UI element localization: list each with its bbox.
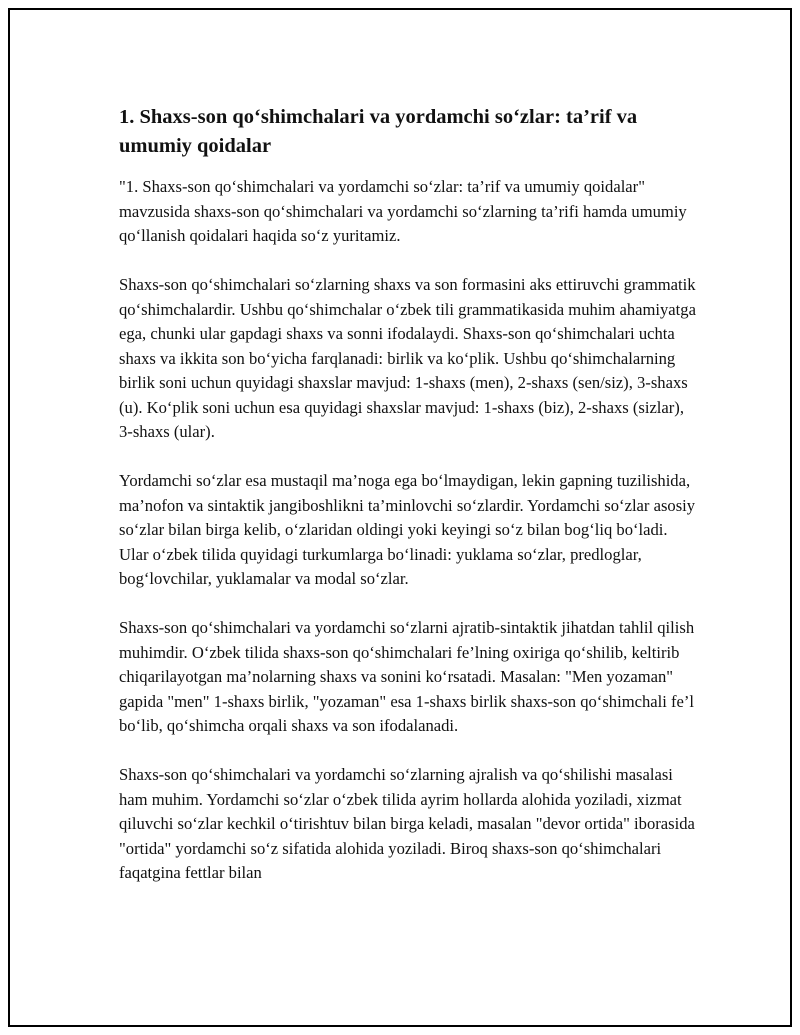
paragraph-intro: "1. Shaxs-son qo‘shimchalari va yordamchi so‘zlar: ta’rif va umumiy qoidalar" mavzusida shaxs-son qo‘shimchalari va yordamchi so‘zlarning ta’rifi hamda umumiy qo‘llanish qoidalari haqida so‘z yuritamiz. (119, 177, 687, 245)
paragraph-person-number-suffixes: Shaxs-son qo‘shimchalari so‘zlarning shaxs va son formasini aks ettiruvchi grammatik qo‘shimchalardir. Ushbu qo‘shimchalar o‘zbek tili grammatikasida muhim ahamiyatga ega, chunki ular gapdagi shaxs va sonni ifodalaydi. Shaxs-son qo‘shimchalari uchta shaxs va ikkita son bo‘yicha farqlanadi: birlik va ko‘plik. Ushbu qo‘shimchalarning birlik soni uchun quyidagi shaxslar mavjud: 1-shaxs (men), 2-shaxs (sen/siz), 3-shaxs (u). Ko‘plik soni uchun esa quyidagi shaxslar mavjud: 1-shaxs (biz), 2-shaxs (sizlar), 3-shaxs (ular). (119, 275, 696, 441)
paragraph-syntactic-analysis: Shaxs-son qo‘shimchalari va yordamchi so‘zlarni ajratib-sintaktik jihatdan tahlil qilish muhimdir. O‘zbek tilida shaxs-son qo‘shimchalari fe’lning oxiriga qo‘shilib, keltirib chiqarilayotgan ma’nolarning shaxs va sonini ko‘rsatadi. Masalan: "Men yozaman" gapida "men" 1-shaxs birlik, "yozaman" esa 1-shaxs birlik shaxs-son qo‘shimchali fe’l bo‘lib, qo‘shimcha orqali shaxs va son ifodalanadi. (119, 618, 695, 735)
document-body (119, 103, 699, 910)
document-page (8, 8, 792, 1027)
paragraph-separation-joining: Shaxs-son qo‘shimchalari va yordamchi so‘zlarning ajralish va qo‘shilishi masalasi ham muhim. Yordamchi so‘zlar o‘zbek tilida ayrim hollarda alohida yoziladi, xizmat qiluvchi so‘zlar kechkil o‘tirishtuv bilan birga keladi, masalan "devor ortida" iborasida "ortida" yordamchi so‘z sifatida alohida yoziladi. Biroq shaxs-son qo‘shimchalari faqatgina fettlar bilan (119, 765, 695, 882)
document-title: 1. Shaxs-son qo‘shimchalari va yordamchi so‘zlar: ta’rif va umumiy qoidalar (119, 106, 638, 157)
paragraph-auxiliary-words: Yordamchi so‘zlar esa mustaqil ma’noga ega bo‘lmaydigan, lekin gapning tuzilishida, ma’nofon va sintaktik jangiboshlikni ta’minlovchi so‘zlardir. Yordamchi so‘zlar asosiy so‘zlar bilan birga kelib, o‘zlaridan oldingi yoki keyingi so‘z bilan bog‘liq bo‘ladi. Ular o‘zbek tilida quyidagi turkumlarga bo‘linadi: yuklama so‘zlar, predloglar, bog‘lovchilar, yuklamalar va modal so‘zlar. (119, 471, 696, 588)
